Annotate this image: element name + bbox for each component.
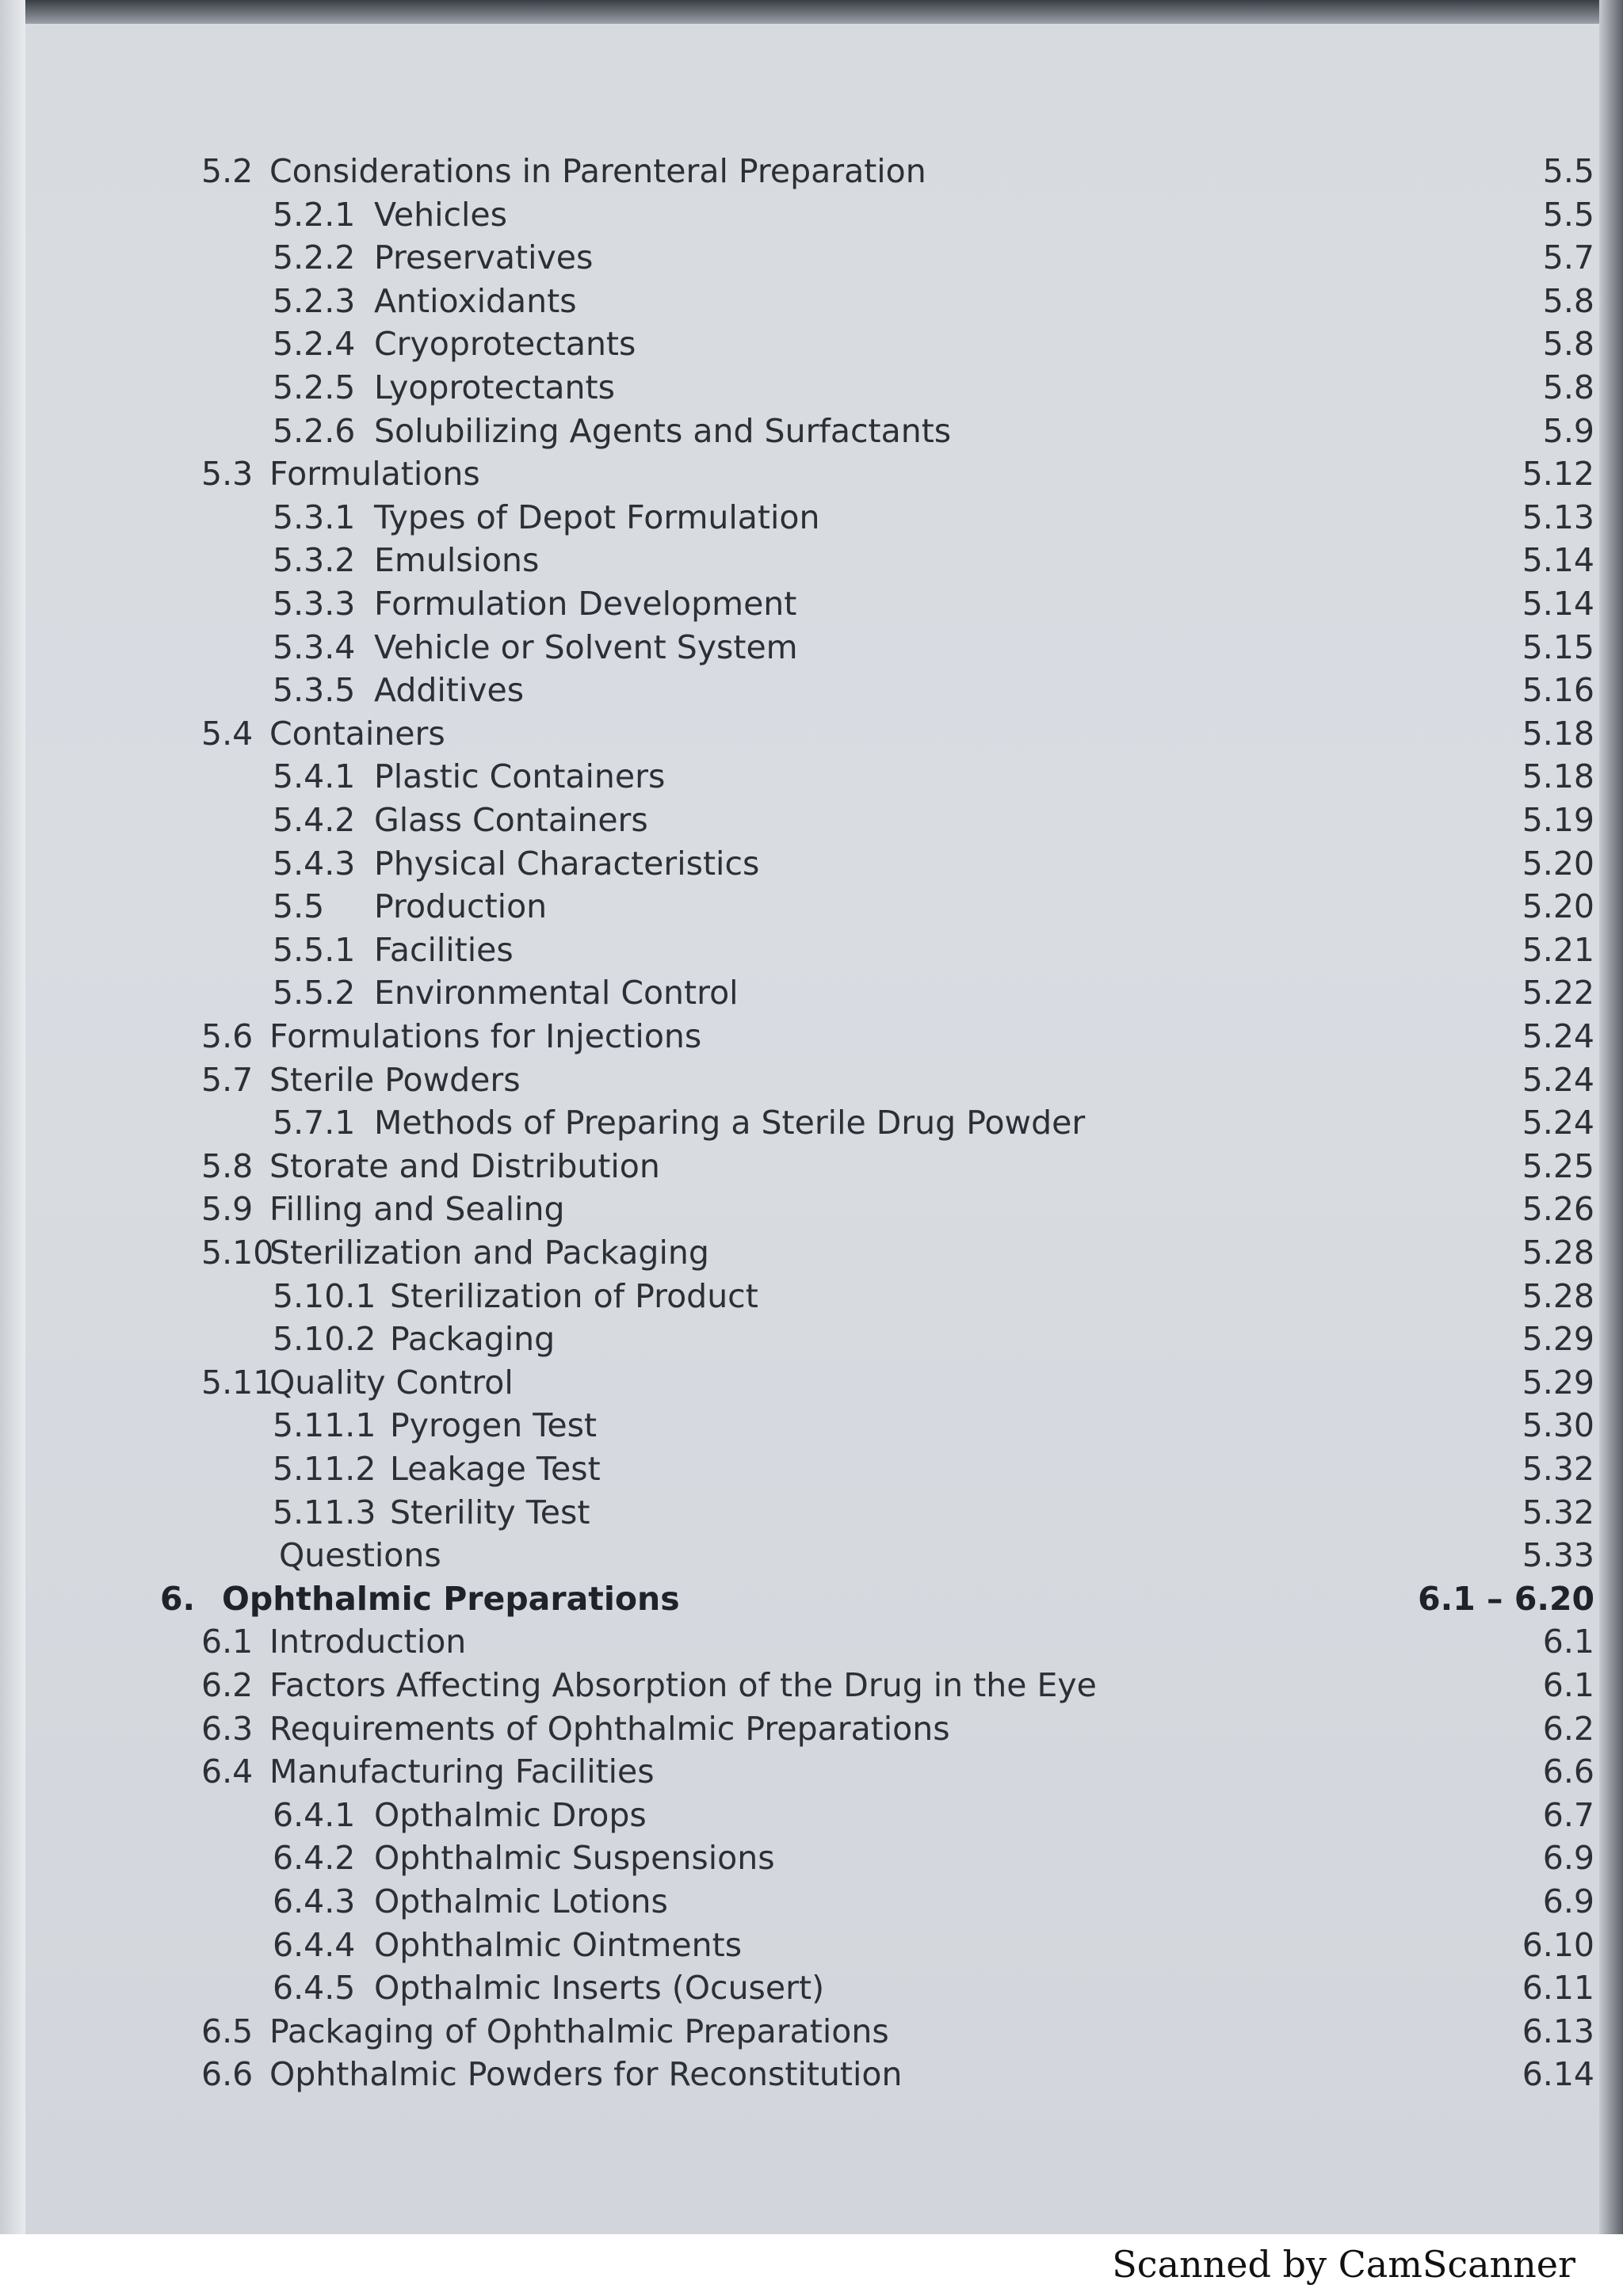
- toc-section-title: Methods of Preparing a Sterile Drug Powder: [374, 1104, 1086, 1142]
- toc-section-title: Requirements of Ophthalmic Preparations: [269, 1709, 950, 1748]
- toc-page-number: 6.9: [1542, 1882, 1594, 1920]
- toc-section-title: Glass Containers: [374, 801, 648, 839]
- toc-row: [25, 1751, 1599, 1792]
- toc-section-number: 5.3.4: [273, 627, 356, 666]
- toc-section-title: Filling and Sealing: [269, 1190, 565, 1229]
- toc-section-number: 5.2.6: [273, 411, 356, 450]
- toc-row: [25, 756, 1599, 797]
- toc-section-title: Packaging of Ophthalmic Preparations: [269, 2012, 889, 2050]
- toc-row: [25, 1535, 1599, 1576]
- toc-page-number: 5.12: [1522, 455, 1594, 494]
- toc-section-title: Ophthalmic Preparations: [222, 1579, 680, 1618]
- toc-row: [25, 1621, 1599, 1662]
- toc-page: [25, 24, 1599, 2234]
- toc-row: [25, 497, 1599, 538]
- toc-row: [25, 886, 1599, 927]
- toc-page-number: 5.8: [1542, 281, 1594, 320]
- toc-section-number: 5.11: [201, 1363, 274, 1402]
- toc-page-number: 5.29: [1522, 1320, 1594, 1359]
- toc-row: [25, 1016, 1599, 1057]
- toc-row: [25, 453, 1599, 494]
- toc-page-number: 6.2: [1542, 1709, 1594, 1748]
- toc-row: [25, 1448, 1599, 1489]
- toc-row: [25, 323, 1599, 364]
- toc-row: [25, 410, 1599, 452]
- toc-page-number: 6.1 – 6.20: [1418, 1579, 1594, 1618]
- toc-section-number: 6.4.3: [273, 1882, 356, 1920]
- toc-section-number: 6.2: [201, 1666, 254, 1704]
- toc-section-title: Pyrogen Test: [390, 1406, 598, 1445]
- toc-page-number: 5.30: [1522, 1406, 1594, 1445]
- toc-row: [25, 1924, 1599, 1966]
- toc-row: [25, 1276, 1599, 1317]
- toc-page-number: 5.21: [1522, 930, 1594, 969]
- toc-page-number: 6.11: [1522, 1969, 1594, 2008]
- toc-section-number: 6.1: [201, 1623, 254, 1661]
- toc-section-title: Sterile Powders: [269, 1060, 521, 1099]
- toc-section-number: 5.4.3: [273, 844, 356, 883]
- toc-row: [25, 1318, 1599, 1360]
- toc-row: [25, 1362, 1599, 1403]
- toc-section-number: 5.2.5: [273, 368, 356, 406]
- toc-section-title: Leakage Test: [390, 1450, 601, 1488]
- toc-page-number: 6.14: [1522, 2055, 1594, 2094]
- toc-section-title: Solubilizing Agents and Surfactants: [374, 411, 952, 450]
- scan-edge-left: [0, 0, 25, 2234]
- toc-page-number: 6.9: [1542, 1839, 1594, 1878]
- toc-page-number: 5.26: [1522, 1190, 1594, 1229]
- toc-page-number: 5.18: [1522, 757, 1594, 796]
- scan-edge-right: [1599, 0, 1623, 2234]
- toc-section-title: Quality Control: [269, 1363, 514, 1402]
- toc-section-number: 5.3.3: [273, 585, 356, 623]
- toc-page-number: 5.28: [1522, 1234, 1594, 1272]
- toc-section-title: Lyoprotectants: [374, 368, 615, 406]
- toc-page-number: 5.8: [1542, 325, 1594, 364]
- toc-section-number: 6.6: [201, 2055, 254, 2094]
- toc-row: [25, 2011, 1599, 2052]
- toc-section-number: 5.7.1: [273, 1104, 356, 1142]
- scan-edge-top: [0, 0, 1623, 24]
- toc-row: [25, 2054, 1599, 2095]
- toc-section-title: Environmental Control: [374, 974, 739, 1013]
- toc-section-number: 6.4.1: [273, 1795, 356, 1834]
- toc-section-title: Opthalmic Inserts (Ocusert): [374, 1969, 825, 2008]
- toc-page-number: 5.24: [1522, 1104, 1594, 1142]
- toc-section-title: Formulations for Injections: [269, 1017, 702, 1055]
- toc-section-title: Formulation Development: [374, 585, 797, 623]
- toc-page-number: 5.32: [1522, 1450, 1594, 1488]
- toc-row: [25, 799, 1599, 841]
- toc-section-number: 5.3.1: [273, 498, 356, 536]
- toc-page-number: 6.6: [1542, 1753, 1594, 1791]
- toc-row: [25, 1708, 1599, 1749]
- toc-section-number: 5.9: [201, 1190, 254, 1229]
- toc-row: [25, 843, 1599, 884]
- scanner-watermark: Scanned by CamScanner: [1112, 2243, 1575, 2286]
- toc-page-number: 5.20: [1522, 887, 1594, 926]
- toc-section-number: 5.5.2: [273, 974, 356, 1013]
- toc-page-number: 5.22: [1522, 974, 1594, 1013]
- toc-section-title: Ophthalmic Suspensions: [374, 1839, 775, 1878]
- toc-page-number: 5.28: [1522, 1276, 1594, 1315]
- toc-row: [25, 627, 1599, 668]
- toc-page-number: 5.5: [1542, 152, 1594, 190]
- toc-section-number: 6.5: [201, 2012, 254, 2050]
- toc-section-title: Vehicle or Solvent System: [374, 627, 798, 666]
- toc-section-title: Opthalmic Drops: [374, 1795, 647, 1834]
- toc-row: [25, 1492, 1599, 1533]
- toc-section-number: 6.4.4: [273, 1925, 356, 1964]
- toc-section-title: Emulsions: [374, 541, 540, 580]
- toc-page-number: 5.29: [1522, 1363, 1594, 1402]
- toc-row: [25, 194, 1599, 235]
- toc-section-title: Manufacturing Facilities: [269, 1753, 655, 1791]
- toc-section-number: 5.3: [201, 455, 254, 494]
- toc-page-number: 5.24: [1522, 1017, 1594, 1055]
- toc-section-number: 5.10.2: [273, 1320, 376, 1359]
- toc-row: [25, 1059, 1599, 1100]
- toc-page-number: 6.7: [1542, 1795, 1594, 1834]
- toc-section-title: Sterilization and Packaging: [269, 1234, 709, 1272]
- toc-section-number: 5.2.4: [273, 325, 356, 364]
- toc-section-number: 6.: [160, 1579, 196, 1618]
- toc-row: [25, 1665, 1599, 1706]
- toc-section-title: Considerations in Parenteral Preparation: [269, 152, 926, 190]
- toc-section-number: 5.4.2: [273, 801, 356, 839]
- toc-row: [25, 972, 1599, 1013]
- toc-page-number: 5.20: [1522, 844, 1594, 883]
- toc-section-number: 5.2.3: [273, 281, 356, 320]
- toc-section-title: Additives: [374, 671, 525, 710]
- toc-row: [25, 151, 1599, 192]
- toc-section-title: Packaging: [390, 1320, 556, 1359]
- toc-section-number: 5.2: [201, 152, 254, 190]
- toc-page-number: 5.7: [1542, 238, 1594, 277]
- toc-section-title: Vehicles: [374, 195, 507, 234]
- toc-page-number: 5.25: [1522, 1146, 1594, 1185]
- toc-row: [25, 713, 1599, 754]
- toc-section-title: Formulations: [269, 455, 480, 494]
- toc-section-number: 5.4.1: [273, 757, 356, 796]
- toc-section-title: Sterilization of Product: [390, 1276, 758, 1315]
- toc-page-number: 6.10: [1522, 1925, 1594, 1964]
- toc-row: [25, 583, 1599, 624]
- toc-section-title: Questions: [279, 1536, 441, 1575]
- toc-page-number: 6.1: [1542, 1623, 1594, 1661]
- toc-row: [25, 1405, 1599, 1446]
- toc-row: [25, 237, 1599, 278]
- toc-page-number: 5.16: [1522, 671, 1594, 710]
- toc-section-number: 6.4.2: [273, 1839, 356, 1878]
- toc-section-title: Factors Affecting Absorption of the Drug in the Eye: [269, 1666, 1097, 1704]
- toc-section-number: 6.3: [201, 1709, 254, 1748]
- toc-page-number: 5.5: [1542, 195, 1594, 234]
- toc-section-title: Sterility Test: [390, 1493, 590, 1531]
- toc-section-title: Cryoprotectants: [374, 325, 636, 364]
- toc-page-number: 5.14: [1522, 585, 1594, 623]
- toc-section-title: Facilities: [374, 930, 514, 969]
- toc-section-number: 5.3.5: [273, 671, 356, 710]
- toc-section-title: Production: [374, 887, 548, 926]
- toc-row: [25, 1837, 1599, 1878]
- toc-section-title: Physical Characteristics: [374, 844, 760, 883]
- toc-section-title: Containers: [269, 714, 445, 753]
- toc-section-number: 5.3.2: [273, 541, 356, 580]
- toc-chapter-row: [25, 1578, 1599, 1619]
- toc-row: [25, 1232, 1599, 1273]
- toc-section-number: 5.5: [273, 887, 325, 926]
- toc-section-title: Preservatives: [374, 238, 594, 277]
- toc-page-number: 5.24: [1522, 1060, 1594, 1099]
- toc-section-title: Plastic Containers: [374, 757, 666, 796]
- toc-row: [25, 1794, 1599, 1836]
- toc-page-number: 5.32: [1522, 1493, 1594, 1531]
- toc-page-number: 5.13: [1522, 498, 1594, 536]
- toc-row: [25, 929, 1599, 971]
- toc-row: [25, 669, 1599, 711]
- toc-page-number: 5.33: [1522, 1536, 1594, 1575]
- toc-section-number: 5.4: [201, 714, 254, 753]
- toc-section-number: 5.11.2: [273, 1450, 376, 1488]
- toc-page-number: 6.13: [1522, 2012, 1594, 2050]
- toc-section-number: 5.7: [201, 1060, 254, 1099]
- toc-row: [25, 1188, 1599, 1230]
- toc-section-title: Types of Depot Formulation: [374, 498, 820, 536]
- toc-section-title: Opthalmic Lotions: [374, 1882, 668, 1920]
- toc-section-number: 5.11.1: [273, 1406, 376, 1445]
- toc-page-number: 5.14: [1522, 541, 1594, 580]
- toc-section-number: 5.10.1: [273, 1276, 376, 1315]
- toc-row: [25, 280, 1599, 322]
- toc-row: [25, 1102, 1599, 1143]
- toc-row: [25, 1881, 1599, 1922]
- toc-page-number: 5.19: [1522, 801, 1594, 839]
- toc-page-number: 5.18: [1522, 714, 1594, 753]
- toc-row: [25, 540, 1599, 581]
- toc-page-number: 5.15: [1522, 627, 1594, 666]
- toc-row: [25, 1146, 1599, 1187]
- toc-page-number: 6.1: [1542, 1666, 1594, 1704]
- toc-section-number: 5.8: [201, 1146, 254, 1185]
- toc-section-title: Storate and Distribution: [269, 1146, 660, 1185]
- toc-section-number: 5.2.1: [273, 195, 356, 234]
- toc-section-number: 6.4: [201, 1753, 254, 1791]
- toc-section-title: Antioxidants: [374, 281, 577, 320]
- toc-section-number: 5.2.2: [273, 238, 356, 277]
- toc-section-number: 6.4.5: [273, 1969, 356, 2008]
- toc-section-number: 5.5.1: [273, 930, 356, 969]
- toc-section-title: Introduction: [269, 1623, 467, 1661]
- toc-row: [25, 1967, 1599, 2008]
- toc-section-number: 5.11.3: [273, 1493, 376, 1531]
- toc-section-title: Ophthalmic Ointments: [374, 1925, 743, 1964]
- toc-page-number: 5.8: [1542, 368, 1594, 406]
- toc-section-number: 5.10: [201, 1234, 274, 1272]
- toc-page-number: 5.9: [1542, 411, 1594, 450]
- toc-section-title: Ophthalmic Powders for Reconstitution: [269, 2055, 903, 2094]
- toc-section-number: 5.6: [201, 1017, 254, 1055]
- toc-row: [25, 367, 1599, 408]
